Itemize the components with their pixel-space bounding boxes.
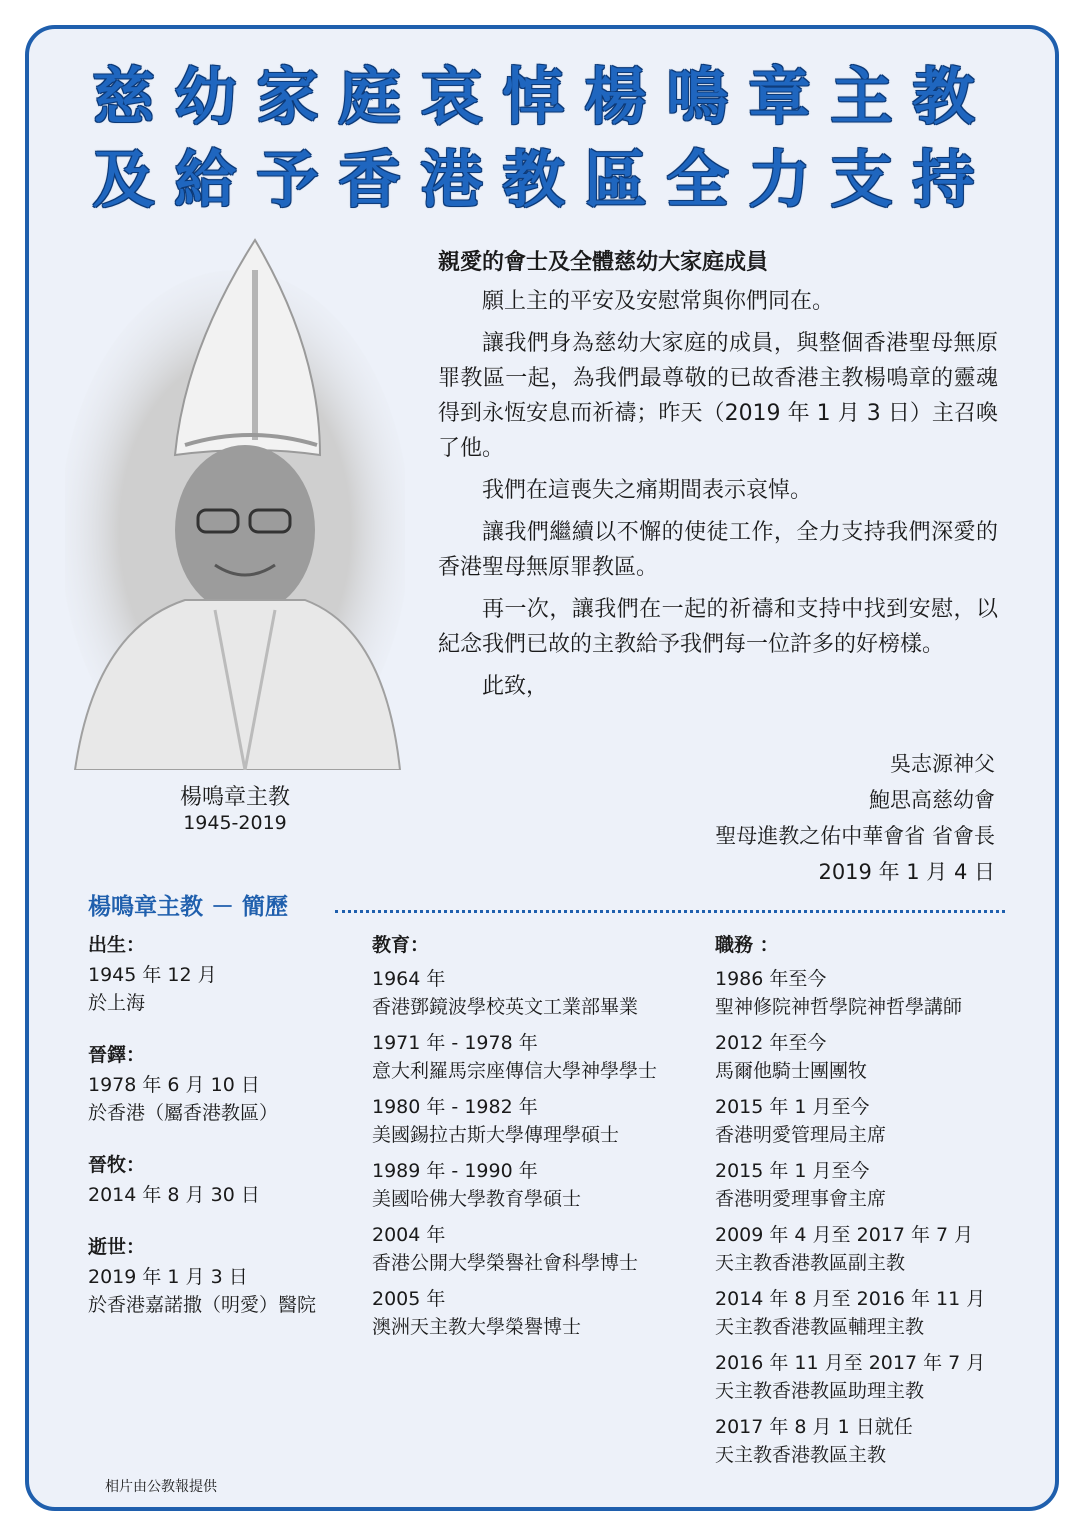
bio-divider	[335, 910, 1005, 913]
entry-date: 2009 年 4 月至 2017 年 7 月	[715, 1224, 974, 1246]
bio-line: 於香港（屬香港教區）	[88, 1102, 279, 1124]
bio-line: 於香港嘉諾撒（明愛）醫院	[88, 1294, 317, 1316]
entry-desc: 意大利羅馬宗座傳信大學神學學士	[372, 1060, 658, 1082]
duty-entry	[715, 1413, 1015, 1469]
letter-paragraph: 讓我們身為慈幼大家庭的成員，與整個香港聖母無原罪教區一起，為我們最尊敬的已故香港主教楊鳴章的靈魂得到永恆安息而祈禱；昨天（2019 年 1 月 3 日）主召喚了他。	[438, 331, 998, 461]
education-entry	[372, 965, 702, 1021]
entry-desc: 香港鄧鏡波學校英文工業部畢業	[372, 996, 639, 1018]
bio-heading: 晉鐸：	[88, 1044, 146, 1066]
bio-education-column	[372, 931, 702, 1349]
bio-line: 於上海	[88, 992, 146, 1014]
entry-desc: 天主教香港教區主教	[715, 1444, 887, 1466]
entry-desc: 香港明愛理事會主席	[715, 1188, 887, 1210]
education-heading: 教育：	[372, 934, 430, 956]
letter-closing: 此致，	[482, 674, 549, 699]
entry-desc: 香港公開大學榮譽社會科學博士	[372, 1252, 639, 1274]
duty-entry	[715, 1221, 1015, 1277]
education-entry	[372, 1029, 702, 1085]
entry-date: 1980 年 - 1982 年	[372, 1096, 538, 1118]
entry-desc: 馬爾他騎士團團牧	[715, 1060, 868, 1082]
education-entry	[372, 1157, 702, 1213]
bio-death	[88, 1233, 358, 1319]
duty-entry	[715, 1349, 1015, 1405]
entry-desc: 澳洲天主教大學榮譽博士	[372, 1316, 582, 1338]
letter-greeting: 親愛的會士及全體慈幼大家庭成員	[438, 250, 769, 275]
entry-date: 2012 年至今	[715, 1032, 827, 1054]
bio-birth	[88, 931, 358, 1017]
signature-block	[715, 746, 995, 890]
entry-date: 2015 年 1 月至今	[715, 1096, 870, 1118]
duty-entry	[715, 1285, 1015, 1341]
education-entry	[372, 1093, 702, 1149]
bio-heading: 逝世：	[88, 1236, 146, 1258]
entry-date: 2005 年	[372, 1288, 446, 1310]
bio-heading: 晉牧：	[88, 1154, 146, 1176]
bio-duties-column	[715, 931, 1015, 1477]
headline-line-1: 慈幼家庭哀悼楊鳴章主教	[92, 60, 995, 133]
headline-line-2: 及給予香港教區全力支持	[92, 143, 995, 216]
bio-section-title: 楊鳴章主教 － 簡歷	[88, 894, 289, 920]
bio-ordination	[88, 1041, 358, 1127]
entry-date: 2015 年 1 月至今	[715, 1160, 870, 1182]
signature-org: 鮑思高慈幼會	[869, 788, 995, 812]
entry-date: 2014 年 8 月至 2016 年 11 月	[715, 1288, 986, 1310]
education-entry	[372, 1221, 702, 1277]
bio-episcopal-ordination	[88, 1151, 358, 1209]
bio-line: 1978 年 6 月 10 日	[88, 1074, 260, 1096]
bio-line: 2019 年 1 月 3 日	[88, 1266, 248, 1288]
entry-desc: 香港明愛管理局主席	[715, 1124, 887, 1146]
signature-date: 2019 年 1 月 4 日	[818, 860, 995, 884]
entry-date: 2004 年	[372, 1224, 446, 1246]
letter-paragraph: 讓我們繼續以不懈的使徒工作，全力支持我們深愛的香港聖母無原罪教區。	[438, 520, 998, 580]
bio-personal-column	[88, 931, 358, 1343]
letter-paragraph: 我們在這喪失之痛期間表示哀悼。	[482, 478, 813, 503]
entry-date: 1986 年至今	[715, 968, 827, 990]
entry-desc: 聖神修院神哲學院神哲學講師	[715, 996, 963, 1018]
signature-name: 吳志源神父	[890, 752, 995, 776]
bio-line: 1945 年 12 月	[88, 964, 217, 986]
bio-heading: 出生：	[88, 934, 146, 956]
entry-desc: 天主教香港教區輔理主教	[715, 1316, 925, 1338]
letter-paragraph: 願上主的平安及安慰常與你們同在。	[482, 289, 835, 314]
signature-role: 聖母進教之佑中華會省 省會長	[715, 824, 995, 848]
entry-desc: 美國哈佛大學教育學碩士	[372, 1188, 582, 1210]
duty-entry	[715, 965, 1015, 1021]
portrait-caption-name: 楊鳴章主教	[179, 785, 290, 810]
bio-line: 2014 年 8 月 30 日	[88, 1184, 260, 1206]
duty-entry	[715, 1093, 1015, 1149]
letter-paragraph: 再一次，讓我們在一起的祈禱和支持中找到安慰，以紀念我們已故的主教給予我們每一位許多的好榜樣。	[438, 597, 998, 657]
entry-desc: 天主教香港教區助理主教	[715, 1380, 925, 1402]
entry-date: 1989 年 - 1990 年	[372, 1160, 538, 1182]
entry-date: 2017 年 8 月 1 日就任	[715, 1416, 913, 1438]
entry-date: 1964 年	[372, 968, 446, 990]
entry-date: 2016 年 11 月至 2017 年 7 月	[715, 1352, 986, 1374]
bishop-portrait	[65, 230, 405, 770]
duty-entry	[715, 1029, 1015, 1085]
portrait-caption-years: 1945-2019	[183, 812, 287, 834]
entry-desc: 美國錫拉古斯大學傳理學碩士	[372, 1124, 620, 1146]
education-entry	[372, 1285, 702, 1341]
entry-date: 1971 年 - 1978 年	[372, 1032, 538, 1054]
entry-desc: 天主教香港教區副主教	[715, 1252, 906, 1274]
duty-entry	[715, 1157, 1015, 1213]
duties-heading: 職務 ：	[715, 934, 779, 956]
condolence-letter	[438, 245, 998, 711]
photo-credit: 相片由公教報提供	[105, 1479, 217, 1495]
